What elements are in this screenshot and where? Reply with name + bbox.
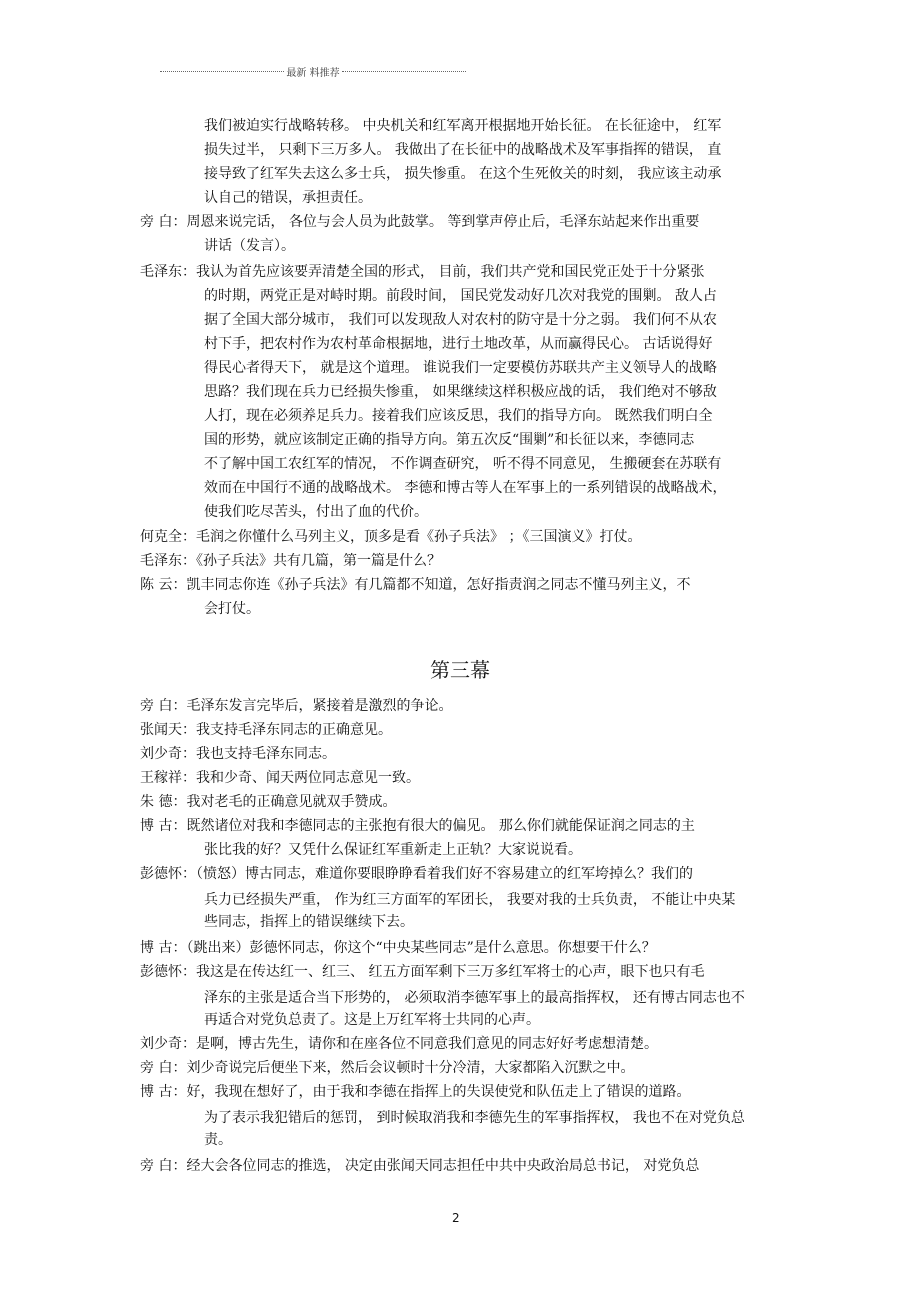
act-title: 第三幕: [430, 658, 490, 682]
script-line: 张比我的好？又凭什么保证红军重新走上正轨？大家说说看。: [204, 842, 582, 858]
script-line: 得民心者得天下， 就是这个道理。 谁说我们一定要模仿苏联共产主义领导人的战略: [204, 360, 717, 376]
script-line: 认自己的错误，承担责任。: [204, 190, 372, 206]
script-line: 再适合对党负总责了。这是上万红军将士共同的心声。: [204, 1012, 540, 1028]
script-line: 责。: [204, 1132, 232, 1148]
script-line: 陈 云：凯丰同志你连《孙子兵法》有几篇都不知道，怎好指责润之同志不懂马列主义，不: [140, 577, 691, 593]
script-line: 毛泽东：我认为首先应该要弄清楚全国的形式， 目前，我们共产党和国民党正处于十分紧张: [140, 264, 705, 280]
header-text: 最新 料推荐: [286, 68, 340, 79]
script-line: 何克全：毛润之你懂什么马列主义，顶多是看《孙子兵法》 ；《三国演义》打仗。: [140, 529, 642, 545]
script-line: 彭德怀：（愤怒）博古同志，难道你要眼睁睁看着我们好不容易建立的红军垮掉么？我们的: [140, 866, 693, 882]
script-line: 思路？我们现在兵力已经损失惨重， 如果继续这样积极应战的话， 我们绝对不够敌: [204, 384, 717, 400]
script-line: 的时期，两党正是对峙时期。前段时间， 国民党发动好几次对我党的围剿。 敌人占: [204, 288, 717, 304]
script-line: 国的形势，就应该制定正确的指导方向。第五次反“围剿”和长征以来，李德同志: [204, 432, 695, 448]
script-line: 讲话（发言）。: [204, 238, 295, 254]
script-line: 损失过半， 只剩下三万多人。 我做出了在长征中的战略战术及军事指挥的错误， 直: [204, 142, 722, 158]
script-line: 刘少奇：我也支持毛泽东同志。: [140, 746, 336, 762]
script-line: 旁 白：经大会各位同志的推选， 决定由张闻天同志担任中共中央政治局总书记， 对党负总: [140, 1158, 700, 1174]
script-line: 为了表示我犯错后的惩罚， 到时候取消我和李德先生的军事指挥权， 我也不在对党负总: [204, 1110, 745, 1126]
script-line: 博 古：好，我现在想好了，由于我和李德在指挥上的失误使党和队伍走上了错误的道路。: [140, 1084, 691, 1100]
script-line: 旁 白：周恩来说完话， 各位与会人员为此鼓掌。 等到掌声停止后，毛泽东站起来作出重要: [140, 214, 700, 230]
script-line: 旁 白：刘少奇说完后便坐下来，然后会议顿时十分冷清，大家都陷入沉默之中。: [140, 1060, 635, 1076]
script-line: 泽东的主张是适合当下形势的， 必须取消李德军事上的最高指挥权， 还有博古同志也不: [204, 990, 745, 1006]
script-line: 王稼祥：我和少奇、闻天两位同志意见一致。: [140, 770, 420, 786]
script-line: 旁 白：毛泽东发言完毕后，紧接着是激烈的争论。: [140, 698, 453, 714]
script-line: 据了全国大部分城市， 我们可以发现敌人对农村的防守是十分之弱。 我们何不从农: [204, 312, 717, 328]
script-line: 会打仗。: [204, 601, 260, 617]
script-line: 兵力已经损失严重， 作为红三方面军的军团长， 我要对我的士兵负责， 不能让中央某: [204, 892, 736, 908]
script-line: 博 古：（跳出来）彭德怀同志，你这个“中央某些同志”是什么意思。你想要干什么？: [140, 940, 656, 956]
script-line: 朱 德：我对老毛的正确意见就双手赞成。: [140, 794, 397, 810]
script-line: 效而在中国行不通的战略战术。 李德和博古等人在军事上的一系列错误的战略战术，: [204, 480, 727, 496]
header-dots-right: [342, 71, 466, 72]
script-line: 人打，现在必须养足兵力。接着我们应该反思，我们的指导方向。 既然我们明白全: [204, 408, 713, 424]
page-number: 2: [452, 1211, 460, 1225]
script-line: 毛泽东：《孙子兵法》共有几篇，第一篇是什么？: [140, 553, 441, 569]
script-line: 使我们吃尽苦头，付出了血的代价。: [204, 504, 428, 520]
script-line: 接导致了红军失去这么多士兵， 损失惨重。 在这个生死攸关的时刻， 我应该主动承: [204, 166, 722, 182]
script-line: 我们被迫实行战略转移。 中央机关和红军离开根据地开始长征。 在长征途中， 红军: [204, 118, 722, 134]
page-header: [160, 64, 466, 79]
script-line: 刘少奇：是啊，博古先生，请你和在座各位不同意我们意见的同志好好考虑想清楚。: [140, 1036, 658, 1052]
script-line: 不了解中国工农红军的情况， 不作调查研究， 听不得不同意见， 生搬硬套在苏联有: [204, 456, 722, 472]
script-line: 博 古：既然诸位对我和李德同志的主张抱有很大的偏见。 那么你们就能保证润之同志的主: [140, 818, 695, 834]
script-line: 些同志，指挥上的错误继续下去。: [204, 914, 414, 930]
script-line: 村下手，把农村作为农村革命根据地，进行土地改革，从而赢得民心。 古话说得好: [204, 336, 713, 352]
header-dots-left: [160, 71, 284, 72]
script-line: 彭德怀：我这是在传达红一、红三、 红五方面军剩下三万多红军将士的心声，眼下也只有毛: [140, 964, 705, 980]
script-line: 张闻天：我支持毛泽东同志的正确意见。: [140, 722, 392, 738]
